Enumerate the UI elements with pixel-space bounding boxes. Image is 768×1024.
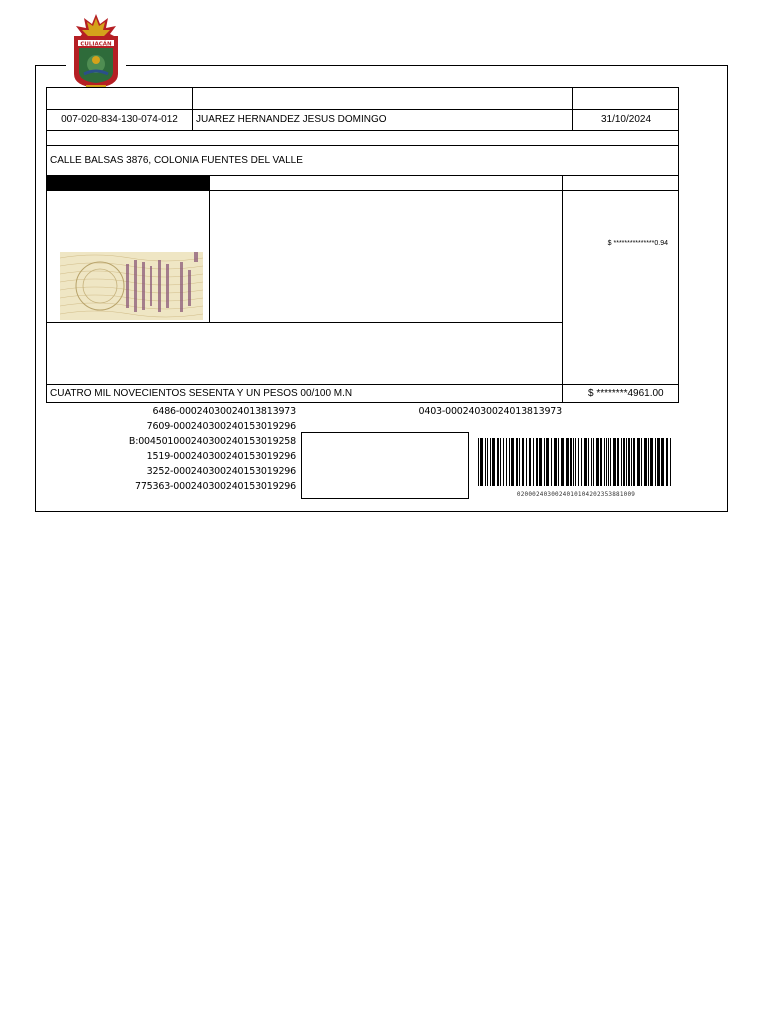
barcode-bar bbox=[666, 438, 668, 486]
municipal-seal-icon bbox=[70, 12, 122, 90]
barcode-bar bbox=[628, 438, 630, 486]
barcode-bar bbox=[637, 438, 640, 486]
issue-date: 31/10/2024 bbox=[600, 114, 652, 125]
barcode-bar bbox=[509, 438, 510, 486]
barcode-bar bbox=[522, 438, 524, 486]
barcode-bar bbox=[644, 438, 647, 486]
total-in-words: CUATRO MIL NOVECIENTOS SESENTA Y UN PESOS 00/100 M.N bbox=[50, 388, 353, 399]
barcode-bar bbox=[492, 438, 495, 486]
barcode-bar bbox=[519, 438, 520, 486]
barcode-bar bbox=[641, 438, 642, 486]
barcode bbox=[477, 438, 675, 498]
barcode-bar bbox=[608, 438, 609, 486]
barcode-bar bbox=[650, 438, 653, 486]
barcode-bar bbox=[623, 438, 625, 486]
barcode-bar bbox=[621, 438, 622, 486]
barcode-bar bbox=[480, 438, 483, 486]
reference-line: 7609-000240300240153019296 bbox=[146, 421, 296, 432]
barcode-bar bbox=[566, 438, 569, 486]
barcode-bar bbox=[661, 438, 664, 486]
barcode-bar bbox=[606, 438, 607, 486]
barcode-bar bbox=[558, 438, 559, 486]
concept-amount: $ ***************0.94 bbox=[607, 240, 668, 247]
barcode-bar bbox=[561, 438, 564, 486]
barcode-bar bbox=[633, 438, 635, 486]
barcode-bar bbox=[500, 438, 501, 486]
barcode-bar bbox=[511, 438, 514, 486]
blank-box bbox=[301, 432, 469, 499]
barcode-bar bbox=[516, 438, 518, 486]
barcode-bar bbox=[584, 438, 587, 486]
barcode-bar bbox=[487, 438, 488, 486]
barcode-bar bbox=[506, 438, 507, 486]
barcode-bar bbox=[581, 438, 582, 486]
barcode-bar bbox=[626, 438, 627, 486]
reference-line: 775363-000240300240153019296 bbox=[134, 481, 296, 492]
barcode-bar bbox=[610, 438, 611, 486]
barcode-bar bbox=[670, 438, 671, 486]
barcode-bar bbox=[497, 438, 499, 486]
reference-line: B:004501000240300240153019258 bbox=[128, 436, 296, 447]
barcode-bar bbox=[600, 438, 602, 486]
barcode-bar bbox=[546, 438, 549, 486]
barcode-bar bbox=[604, 438, 605, 486]
black-header-band bbox=[46, 176, 210, 190]
account-key: 007-020-834-130-074-012 bbox=[61, 114, 178, 125]
barcode-bar bbox=[485, 438, 486, 486]
reference-list bbox=[100, 404, 296, 494]
barcode-bar bbox=[591, 438, 592, 486]
barcode-bar bbox=[554, 438, 557, 486]
reference-line: 3252-000240300240153019296 bbox=[146, 466, 296, 477]
reference-line: 1519-000240300240153019296 bbox=[146, 451, 296, 462]
barcode-bar bbox=[539, 438, 542, 486]
barcode-bar bbox=[593, 438, 594, 486]
barcode-bar bbox=[648, 438, 649, 486]
seal-text: CULIACÁN bbox=[80, 41, 112, 48]
barcode-bar bbox=[570, 438, 572, 486]
barcode-bar bbox=[631, 438, 632, 486]
barcode-bar bbox=[613, 438, 616, 486]
barcode-bar bbox=[536, 438, 538, 486]
barcode-bar bbox=[578, 438, 579, 486]
barcode-bar bbox=[503, 438, 504, 486]
barcode-bar bbox=[529, 438, 531, 486]
barcode-bar bbox=[575, 438, 576, 486]
barcode-bar bbox=[551, 438, 552, 486]
address: CALLE BALSAS 3876, COLONIA FUENTES DEL VALLE bbox=[50, 155, 303, 166]
barcode-bar bbox=[596, 438, 599, 486]
total-amount: $ ********4961.00 bbox=[588, 388, 664, 399]
barcode-bar bbox=[526, 438, 527, 486]
barcode-bar bbox=[657, 438, 660, 486]
account-owner: JUAREZ HERNANDEZ JESUS DOMINGO bbox=[196, 114, 387, 125]
reference-right: 0403-00024030024013813973 bbox=[418, 406, 562, 417]
barcode-bar bbox=[588, 438, 589, 486]
payment-stamp bbox=[60, 252, 203, 320]
barcode-bar bbox=[617, 438, 619, 486]
barcode-bar bbox=[573, 438, 574, 486]
barcode-bar bbox=[490, 438, 491, 486]
barcode-bar bbox=[655, 438, 656, 486]
barcode-text: 0200024030024010104202353881009 bbox=[516, 491, 636, 498]
barcode-bar bbox=[544, 438, 545, 486]
reference-line: 6486-00024030024013813973 bbox=[152, 406, 296, 417]
barcode-bar bbox=[478, 438, 479, 486]
barcode-bar bbox=[533, 438, 534, 486]
